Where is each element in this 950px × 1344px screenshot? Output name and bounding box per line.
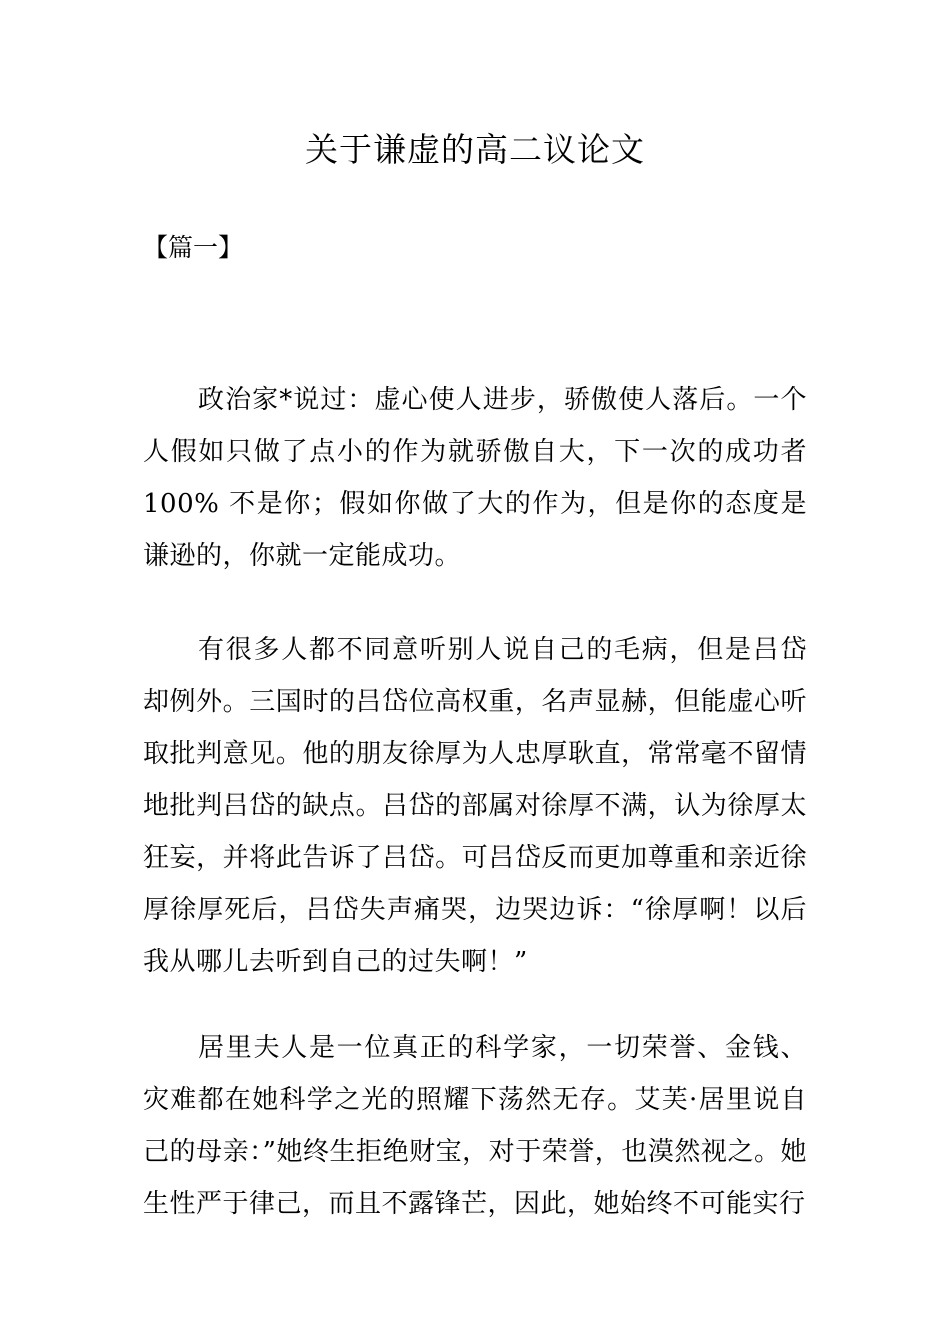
section-label: 【篇一】: [143, 233, 244, 262]
paragraph-2: 有很多人都不同意听别人说自己的毛病，但是吕岱却例外。三国时的吕岱位高权重，名声显赫，但能虚心听取批判意见。他的朋友徐厚为人忠厚耿直，常常毫不留情地批判吕岱的缺点。吕岱的部属对徐厚不满，认为徐厚太狂妄，并将此告诉了吕岱。可吕岱反而更加尊重和亲近徐厚徐厚死后，吕岱失声痛哭，边哭边诉：“徐厚啊！以后我从哪儿去听到自己的过失啊！”: [143, 635, 807, 977]
document-title: 关于谦虚的高二议论文: [305, 130, 645, 169]
paragraph-3: 居里夫人是一位真正的科学家，一切荣誉、金钱、灾难都在她科学之光的照耀下荡然无存。艾芙·居里说自己的母亲：”她终生拒绝财宝，对于荣誉，也漠然视之。她生性严于律己，而且不露锋芒，因此，她始终不可能实行: [143, 1033, 807, 1219]
paragraph-1: 政治家*说过：虚心使人进步，骄傲使人落后。一个人假如只做了点小的作为就骄傲自大，下一次的成功者 100% 不是你；假如你做了大的作为，但是你的态度是谦逊的，你就一定能成功。: [143, 385, 807, 571]
